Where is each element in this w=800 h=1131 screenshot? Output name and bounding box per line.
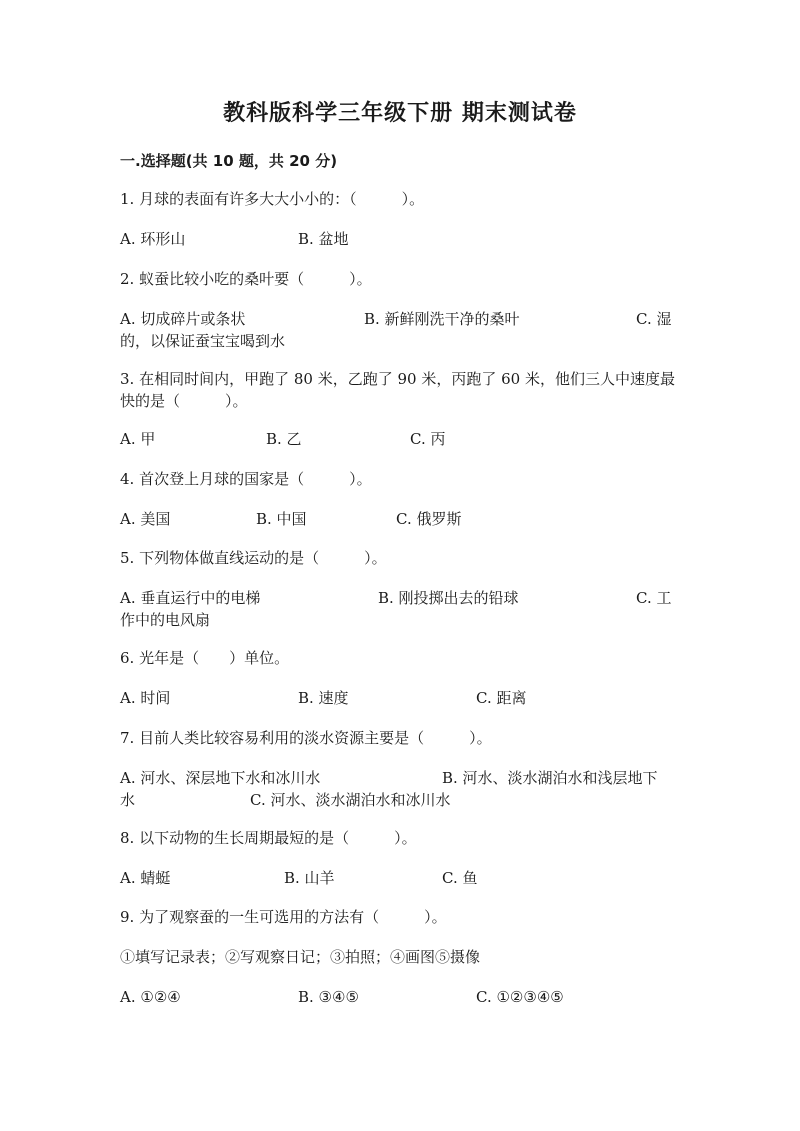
option-b-continued[interactable]: 水 bbox=[120, 791, 136, 809]
question-1-options bbox=[120, 228, 680, 250]
option-a[interactable]: A. 环形山 bbox=[120, 230, 186, 248]
question-3: 3. 在相同时间内，甲跑了 80 米，乙跑了 90 米，丙跑了 60 米，他们三人中速度最快的是（ ）。 bbox=[120, 370, 675, 410]
question-2: 2. 蚁蚕比较小吃的桑叶要（ ）。 bbox=[120, 270, 372, 288]
question-5: 5. 下列物体做直线运动的是（ ）。 bbox=[120, 549, 387, 567]
option-a[interactable]: A. 美国 bbox=[120, 510, 171, 528]
option-c[interactable]: C. 河水、淡水湖泊水和冰川水 bbox=[250, 791, 451, 809]
question-9-methods: ①填写记录表；②写观察日记；③拍照；④画图⑤摄像 bbox=[120, 948, 481, 966]
option-b[interactable]: B. 盆地 bbox=[298, 230, 349, 248]
option-b[interactable]: B. 中国 bbox=[256, 510, 307, 528]
option-a[interactable]: A. 时间 bbox=[120, 689, 171, 707]
question-4: 4. 首次登上月球的国家是（ ）。 bbox=[120, 470, 372, 488]
option-a[interactable]: A. 甲 bbox=[120, 430, 156, 448]
question-7-options bbox=[120, 767, 680, 811]
option-a[interactable]: A. 垂直运行中的电梯 bbox=[120, 589, 261, 607]
option-b[interactable]: B. ③④⑤ bbox=[298, 988, 359, 1006]
option-a[interactable]: A. 蜻蜓 bbox=[120, 869, 171, 887]
question-6-options bbox=[120, 687, 680, 709]
question-8-options bbox=[120, 867, 680, 889]
question-7: 7. 目前人类比较容易利用的淡水资源主要是（ ）。 bbox=[120, 729, 492, 747]
question-3-options bbox=[120, 428, 680, 450]
option-b[interactable]: B. 刚投掷出去的铅球 bbox=[378, 589, 519, 607]
question-9: 9. 为了观察蚕的一生可选用的方法有（ ）。 bbox=[120, 908, 447, 926]
question-6: 6. 光年是（ ）单位。 bbox=[120, 649, 290, 667]
option-c[interactable]: C. 丙 bbox=[410, 430, 446, 448]
option-c[interactable]: C. 俄罗斯 bbox=[396, 510, 462, 528]
option-b[interactable]: B. 山羊 bbox=[284, 869, 335, 887]
question-8: 8. 以下动物的生长周期最短的是（ ）。 bbox=[120, 829, 417, 847]
page-title: 教科版科学三年级下册 期末测试卷 bbox=[223, 101, 577, 126]
option-a[interactable]: A. ①②④ bbox=[120, 988, 181, 1006]
option-a[interactable]: A. 切成碎片或条状 bbox=[120, 310, 246, 328]
option-c-continued[interactable]: 的，以保证蚕宝宝喝到水 bbox=[120, 332, 286, 350]
option-b[interactable]: B. 新鲜刚洗干净的桑叶 bbox=[364, 310, 520, 328]
question-5-options bbox=[120, 587, 680, 631]
question-4-options bbox=[120, 508, 680, 530]
option-b[interactable]: B. 河水、淡水湖泊水和浅层地下 bbox=[442, 769, 658, 787]
option-a[interactable]: A. 河水、深层地下水和冰川水 bbox=[120, 769, 321, 787]
option-c[interactable]: C. ①②③④⑤ bbox=[476, 988, 564, 1006]
option-c-continued[interactable]: 作中的电风扇 bbox=[120, 611, 211, 629]
section-heading: 一.选择题(共 10 题，共 20 分) bbox=[120, 152, 338, 170]
question-9-options bbox=[120, 986, 680, 1008]
option-c[interactable]: C. 距离 bbox=[476, 689, 527, 707]
option-c[interactable]: C. 鱼 bbox=[442, 869, 478, 887]
option-b[interactable]: B. 速度 bbox=[298, 689, 349, 707]
option-c[interactable]: C. 湿 bbox=[636, 310, 672, 328]
option-b[interactable]: B. 乙 bbox=[266, 430, 302, 448]
option-c[interactable]: C. 工 bbox=[636, 589, 672, 607]
question-1: 1. 月球的表面有许多大大小小的：（ ）。 bbox=[120, 190, 425, 208]
question-2-options bbox=[120, 308, 680, 352]
